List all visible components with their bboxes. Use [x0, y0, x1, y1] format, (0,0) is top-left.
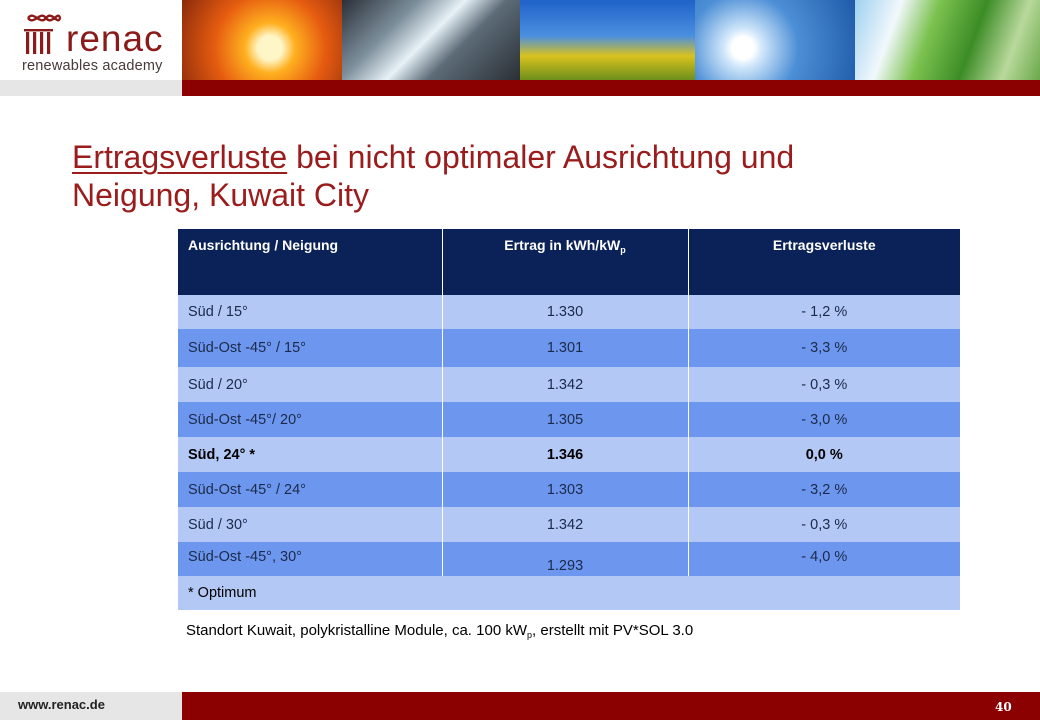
cell-orientation: Süd / 20°	[178, 367, 442, 402]
cell-orientation: Süd, 24° *	[178, 437, 442, 472]
cell-loss: - 1,2 %	[688, 295, 960, 329]
cell-yield: 1.342	[442, 507, 688, 542]
table-row	[178, 329, 960, 367]
table-row	[178, 295, 960, 329]
cell-yield: 1.301	[442, 329, 688, 367]
cornfield-photo	[855, 0, 1040, 80]
cell-loss: - 3,0 %	[688, 402, 960, 437]
header-yield	[442, 229, 688, 295]
source-note	[186, 622, 693, 640]
source-note-tail: , erstellt mit PV*SOL 3.0	[532, 622, 694, 639]
rapeseed-photo	[520, 0, 695, 80]
table-footnote: * Optimum	[178, 576, 960, 610]
cell-loss: - 0,3 %	[688, 507, 960, 542]
source-note-sub: p	[527, 630, 533, 640]
cell-orientation: Süd-Ost -45°/ 20°	[178, 402, 442, 437]
cell-orientation: Süd / 30°	[178, 507, 442, 542]
logo-subtitle: renewables academy	[22, 58, 163, 74]
cell-orientation: Süd-Ost -45° / 24°	[178, 472, 442, 507]
cell-orientation: Süd / 15°	[178, 295, 442, 329]
cell-yield: 1.346	[442, 437, 688, 472]
table-row	[178, 542, 960, 576]
yield-loss-table	[178, 229, 960, 610]
source-note-text: Standort Kuwait, polykristalline Module, ca. 100 kW	[186, 622, 527, 639]
header-orientation: Ausrichtung / Neigung	[178, 229, 442, 295]
cell-orientation: Süd-Ost -45°, 30°	[178, 542, 442, 576]
title-keyword: Ertragsverluste	[72, 139, 288, 175]
cell-yield: 1.293	[442, 542, 688, 576]
header-yield-label: Ertrag in kWh/kW	[504, 237, 621, 253]
renac-logo-icon	[22, 10, 62, 64]
table-row-optimum	[178, 437, 960, 472]
header-losses: Ertragsverluste	[688, 229, 960, 295]
dandelion-photo	[695, 0, 855, 80]
waterfall-photo	[342, 0, 520, 80]
sunset-photo	[182, 0, 342, 80]
footer-url[interactable]: www.renac.de	[18, 697, 105, 712]
cell-loss: - 0,3 %	[688, 367, 960, 402]
title-line2: Neigung, Kuwait City	[72, 177, 370, 213]
page-title	[72, 138, 972, 214]
table-row	[178, 507, 960, 542]
cell-yield: 1.330	[442, 295, 688, 329]
cell-orientation: Süd-Ost -45° / 15°	[178, 329, 442, 367]
cell-yield: 1.303	[442, 472, 688, 507]
header-photo-strip	[182, 0, 1040, 80]
header-yield-sub: p	[620, 245, 626, 255]
cell-loss: - 4,0 %	[688, 542, 960, 576]
footer-red-bar	[182, 692, 1040, 720]
table-header-row	[178, 229, 960, 295]
logo-name: renac	[66, 18, 164, 59]
cell-loss: 0,0 %	[688, 437, 960, 472]
cell-loss: - 3,3 %	[688, 329, 960, 367]
page-number: 40	[995, 700, 1012, 714]
table-row	[178, 472, 960, 507]
table-row	[178, 402, 960, 437]
table-row	[178, 367, 960, 402]
logo-grey-bar	[0, 80, 182, 96]
title-rest: bei nicht optimaler Ausrichtung und	[287, 139, 795, 175]
cell-yield: 1.305	[442, 402, 688, 437]
header-red-band	[182, 80, 1040, 96]
table-footnote-row	[178, 576, 960, 610]
cell-loss: - 3,2 %	[688, 472, 960, 507]
cell-yield: 1.342	[442, 367, 688, 402]
